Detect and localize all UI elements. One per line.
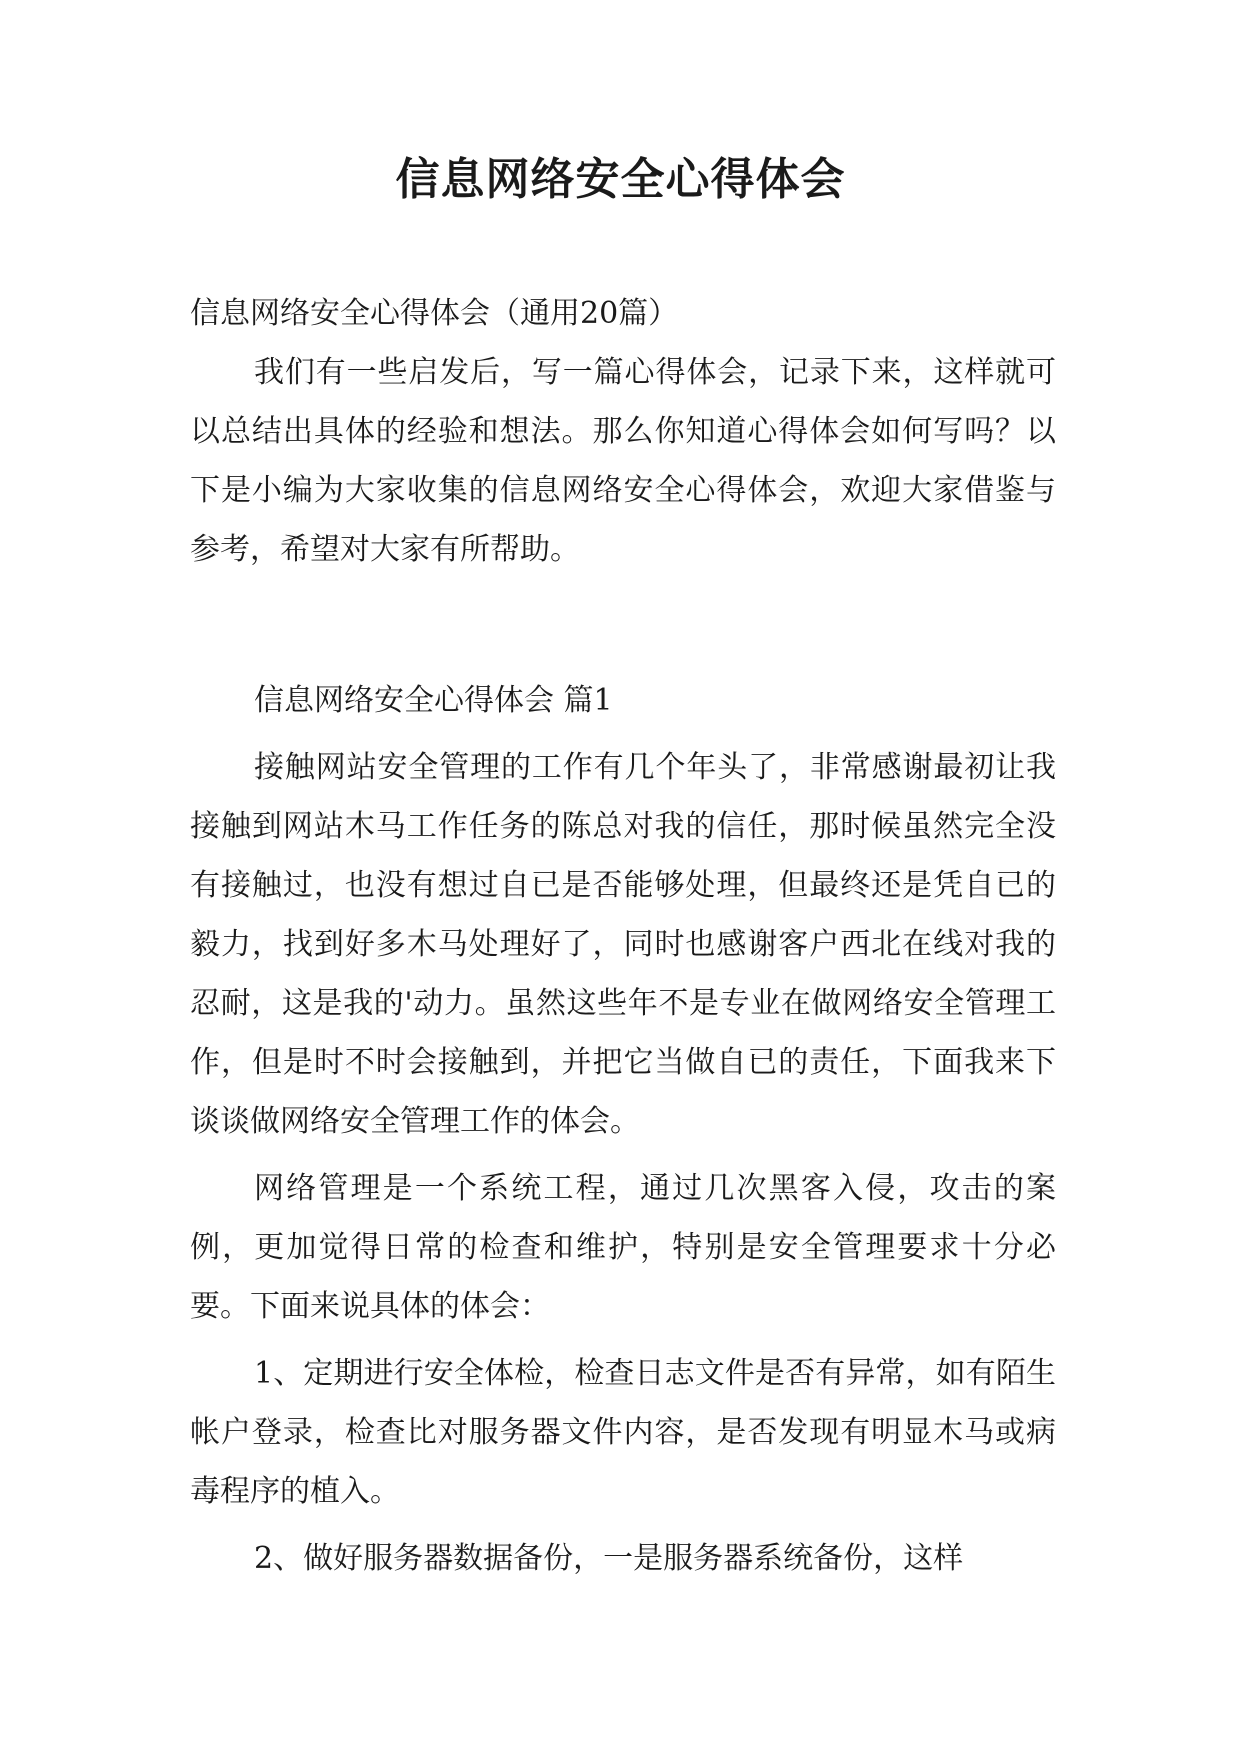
section-spacer <box>190 579 1056 671</box>
intro-paragraph: 我们有一些启发后，写一篇心得体会，记录下来，这样就可以总结出具体的经验和想法。那么你知道心得体会如何写吗？以下是小编为大家收集的信息网络安全心得体会，欢迎大家借鉴与参考，希望对大家有所帮助。 <box>190 355 1056 567</box>
document-title: 信息网络安全心得体会 <box>395 154 846 205</box>
body-paragraph: 接触网站安全管理的工作有几个年头了，非常感谢最初让我接触到网站木马工作任务的陈总对我的信任，那时候虽然完全没有接触过，也没有想过自已是否能够处理，但最终还是凭自已的毅力，找到好多木马处理好了，同时也感谢客户西北在线对我的忍耐，这是我的'动力。虽然这些年不是专业在做网络安全管理工作，但是时不时会接触到，并把它当做自已的责任，下面我来下谈谈做网络安全管理工作的体会。 <box>190 750 1056 1139</box>
body-paragraph: 1、定期进行安全体检，检查日志文件是否有异常，如有陌生帐户登录，检查比对服务器文件内容，是否发现有明显木马或病毒程序的植入。 <box>190 1356 1056 1509</box>
body-paragraph: 2、做好服务器数据备份，一是服务器系统备份，这样 <box>254 1541 964 1576</box>
document-subtitle: 信息网络安全心得体会（通用20篇） <box>190 296 679 331</box>
section-heading: 信息网络安全心得体会 篇1 <box>254 683 613 718</box>
document-body <box>190 284 1056 1588</box>
body-paragraph: 网络管理是一个系统工程，通过几次黑客入侵，攻击的案例，更加觉得日常的检查和维护，特别是安全管理要求十分必要。下面来说具体的体会： <box>190 1171 1056 1324</box>
